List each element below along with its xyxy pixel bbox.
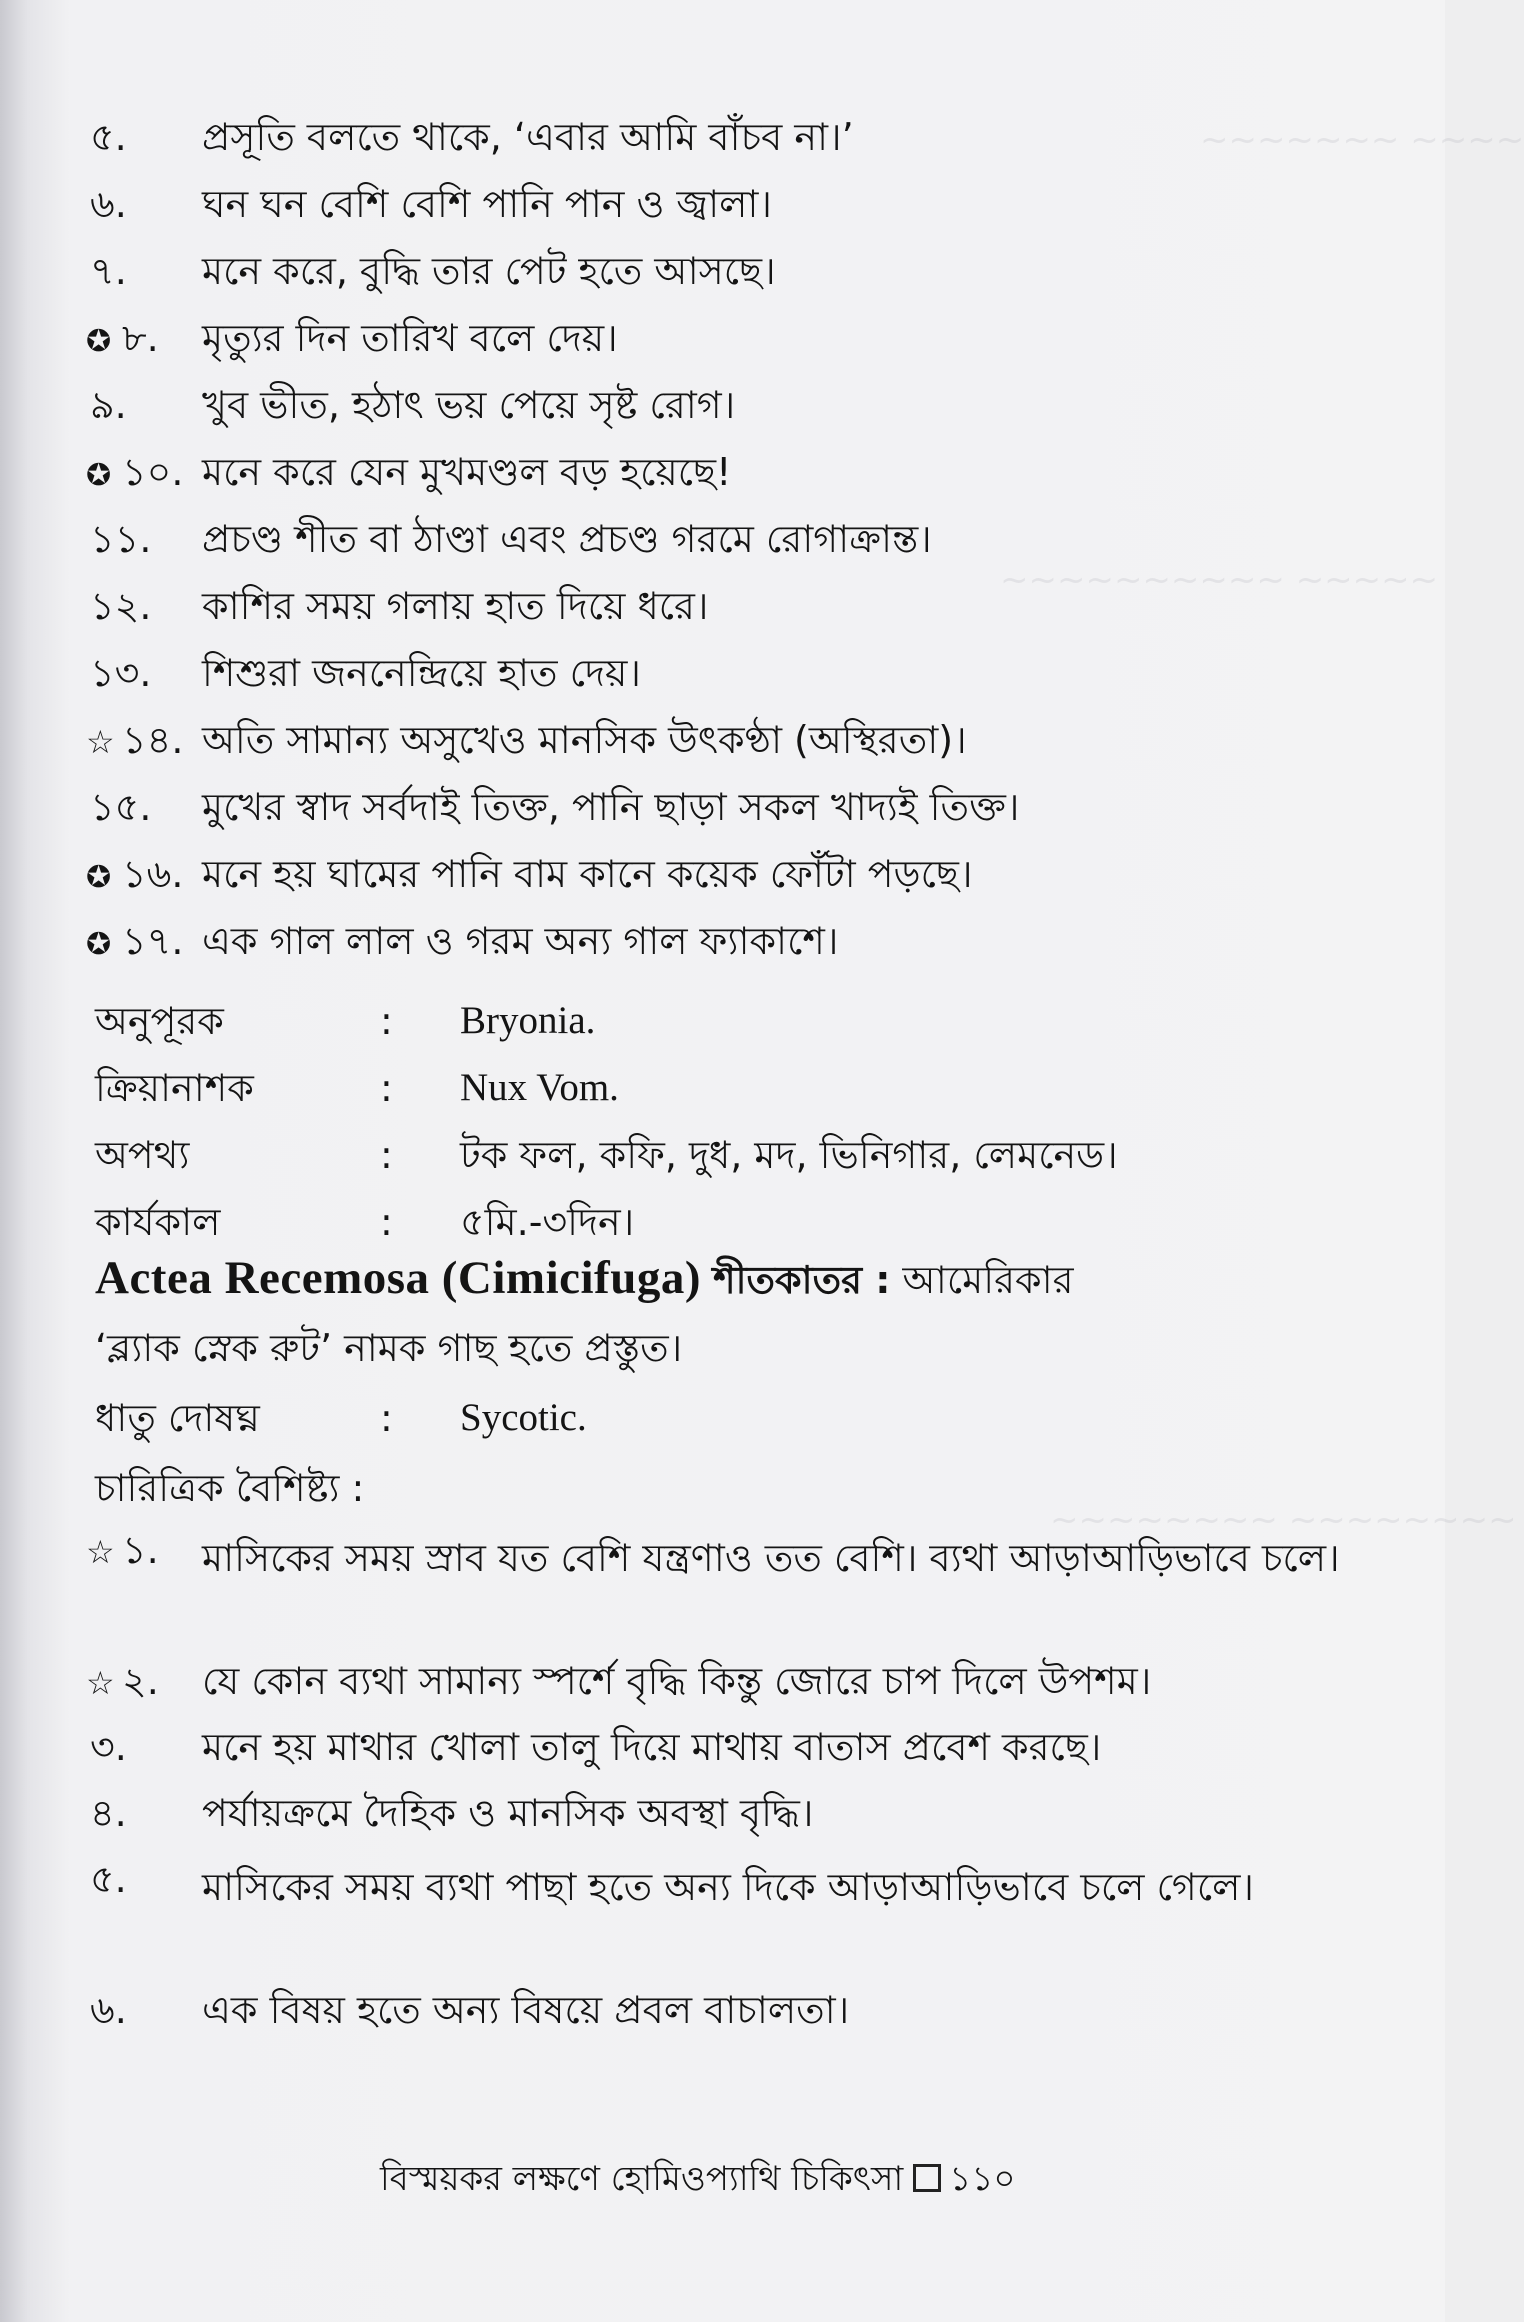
list-item-index: ৮. <box>122 316 159 360</box>
list-item-index: ১৬. <box>122 852 184 896</box>
list-item-number <box>86 313 159 367</box>
miasm-label: ধাতু দোষঘ্ন <box>95 1396 260 1440</box>
relation-value: ৫মি.-৩দিন। <box>460 1200 635 1244</box>
list-item-number <box>90 112 127 162</box>
list-item-number <box>86 447 183 501</box>
list-item-index: ১. <box>122 1528 159 1572</box>
relation-colon: : <box>380 1200 393 1244</box>
page-number: ১১০ <box>949 2159 1016 2199</box>
list-item-index: ১০. <box>122 450 184 494</box>
list-item-number <box>90 1722 127 1772</box>
relation-colon: : <box>380 999 393 1043</box>
square-icon <box>913 2164 941 2192</box>
remedy-modality: শীতকাতর : <box>713 1258 891 1302</box>
list-item-index: ৬. <box>90 182 127 226</box>
relation-label: অনুপূরক <box>95 999 224 1043</box>
remedy-origin-line1: আমেরিকার <box>902 1258 1074 1302</box>
miasm-value: Sycotic. <box>460 1396 587 1439</box>
list-item-text: অতি সামান্য অসুখেও মানসিক উৎকণ্ঠা (অস্থিরতা)। <box>202 718 967 762</box>
remedy-heading <box>95 1253 1385 1305</box>
list-item-text: মৃত্যুর দিন তারিখ বলে দেয়। <box>202 316 618 360</box>
filled-star-icon: ✪ <box>86 927 112 962</box>
relation-label: কার্যকাল <box>95 1200 221 1244</box>
list-item-index: ১৩. <box>90 651 152 695</box>
list-item-number <box>90 1985 127 2035</box>
remedy-name: Actea Recemosa (Cimicifuga) <box>95 1252 702 1304</box>
list-item-text: মাসিকের সময় স্রাব যত বেশি যন্ত্রণাও তত বেশি। ব্যথা আড়াআড়িভাবে চলে। <box>202 1536 1340 1580</box>
miasm-colon: : <box>380 1396 393 1440</box>
list-item-text: মনে হয় ঘামের পানি বাম কানে কয়েক ফোঁটা পড়ছে। <box>202 852 973 896</box>
relation-value: Bryonia. <box>460 999 596 1042</box>
list-item-index: ৫. <box>90 1857 127 1901</box>
list-item-text: শিশুরা জননেন্দ্রিয়ে হাত দেয়। <box>202 651 641 695</box>
relation-colon: : <box>380 1066 393 1110</box>
section-label: চারিত্রিক বৈশিষ্ট্য : <box>95 1466 365 1510</box>
outline-star-icon: ☆ <box>86 1664 115 1702</box>
list-item-number <box>90 1788 127 1838</box>
list-item-text: এক গাল লাল ও গরম অন্য গাল ফ্যাকাশে। <box>202 919 839 963</box>
list-item-text: যে কোন ব্যথা সামান্য স্পর্শে বৃদ্ধি কিন্তু জোরে চাপ দিলে উপশম। <box>202 1659 1152 1703</box>
list-item-text: পর্যায়ক্রমে দৈহিক ও মানসিক অবস্থা বৃদ্ধি। <box>202 1791 814 1835</box>
list-item-text: মনে হয় মাথার খোলা তালু দিয়ে মাথায় বাতাস প্রবেশ করছে। <box>202 1725 1102 1769</box>
list-item-number <box>90 648 151 698</box>
list-item-text: এক বিষয় হতে অন্য বিষয়ে প্রবল বাচালতা। <box>202 1988 850 2032</box>
list-item-index: ৩. <box>90 1725 127 1769</box>
list-item-number <box>86 849 183 903</box>
relation-label: ক্রিয়ানাশক <box>95 1066 254 1110</box>
list-item-number <box>86 1525 159 1577</box>
remedy-origin-line2: ‘ব্ল্যাক স্নেক রুট’ নামক গাছ হতে প্রস্তুত। <box>95 1326 683 1370</box>
list-item-index: ৪. <box>90 1791 127 1835</box>
outline-star-icon: ☆ <box>86 1533 115 1571</box>
list-item-number <box>90 782 151 832</box>
list-item-index: ১৭. <box>122 919 184 963</box>
filled-star-icon: ✪ <box>86 324 112 359</box>
relation-colon: : <box>380 1133 393 1177</box>
list-item-index: ১২. <box>90 584 152 628</box>
list-item-number <box>86 916 183 970</box>
list-item-text: কাশির সময় গলায় হাত দিয়ে ধরে। <box>202 584 709 628</box>
list-item-index: ২. <box>122 1659 159 1703</box>
relation-value: টক ফল, কফি, দুধ, মদ, ভিনিগার, লেমনেড। <box>460 1133 1118 1177</box>
list-item-number <box>90 1854 127 1904</box>
list-item-text: মনে করে, বুদ্ধি তার পেট হতে আসছে। <box>202 249 776 293</box>
list-item-index: ১১. <box>90 517 152 561</box>
list-item-text: ঘন ঘন বেশি বেশি পানি পান ও জ্বালা। <box>202 182 773 226</box>
show-through-text: ~~~~~~~~ ~~~~~~~~ <box>1050 1500 1517 1540</box>
filled-star-icon: ✪ <box>86 860 112 895</box>
show-through-text: ~~~~~~~ ~~~~ <box>1200 120 1524 160</box>
list-item-index: ১৫. <box>90 785 152 829</box>
show-through-text: ~~~~~~~~~~ ~~~~~ <box>1000 560 1439 600</box>
outline-star-icon: ☆ <box>86 723 115 761</box>
list-item-number <box>90 179 127 229</box>
list-item-number <box>86 715 183 767</box>
list-item-text: খুব ভীত, হঠাৎ ভয় পেয়ে সৃষ্ট রোগ। <box>202 383 736 427</box>
list-item-index: ৫. <box>90 115 127 159</box>
filled-star-icon: ✪ <box>86 458 112 493</box>
list-item-text: মাসিকের সময় ব্যথা পাছা হতে অন্য দিকে আড়াআড়িভাবে চলে গেলে। <box>202 1865 1254 1909</box>
list-item-index: ৯. <box>90 383 127 427</box>
list-item-number <box>90 581 151 631</box>
book-title: বিস্ময়কর লক্ষণে হোমিওপ্যাথি চিকিৎসা <box>380 2159 904 2199</box>
list-item-number <box>90 514 151 564</box>
page-footer <box>380 2153 1016 2210</box>
list-item-index: ৬. <box>90 1988 127 2032</box>
list-item-text: মনে করে যেন মুখমণ্ডল বড় হয়েছে! <box>202 450 732 494</box>
list-item-text: প্রচণ্ড শীত বা ঠাণ্ডা এবং প্রচণ্ড গরমে রোগাক্রান্ত। <box>202 517 932 561</box>
relation-label: অপথ্য <box>95 1133 190 1177</box>
list-item-text: মুখের স্বাদ সর্বদাই তিক্ত, পানি ছাড়া সকল খাদ্যই তিক্ত। <box>202 785 1020 829</box>
list-item-index: ৭. <box>90 249 127 293</box>
list-item-number <box>90 380 127 430</box>
list-item-index: ১৪. <box>122 718 184 762</box>
list-item-text: প্রসূতি বলতে থাকে, ‘এবার আমি বাঁচব না।’ <box>202 115 854 159</box>
relation-value: Nux Vom. <box>460 1066 619 1109</box>
list-item-number <box>90 246 127 296</box>
list-item-number <box>86 1656 159 1708</box>
